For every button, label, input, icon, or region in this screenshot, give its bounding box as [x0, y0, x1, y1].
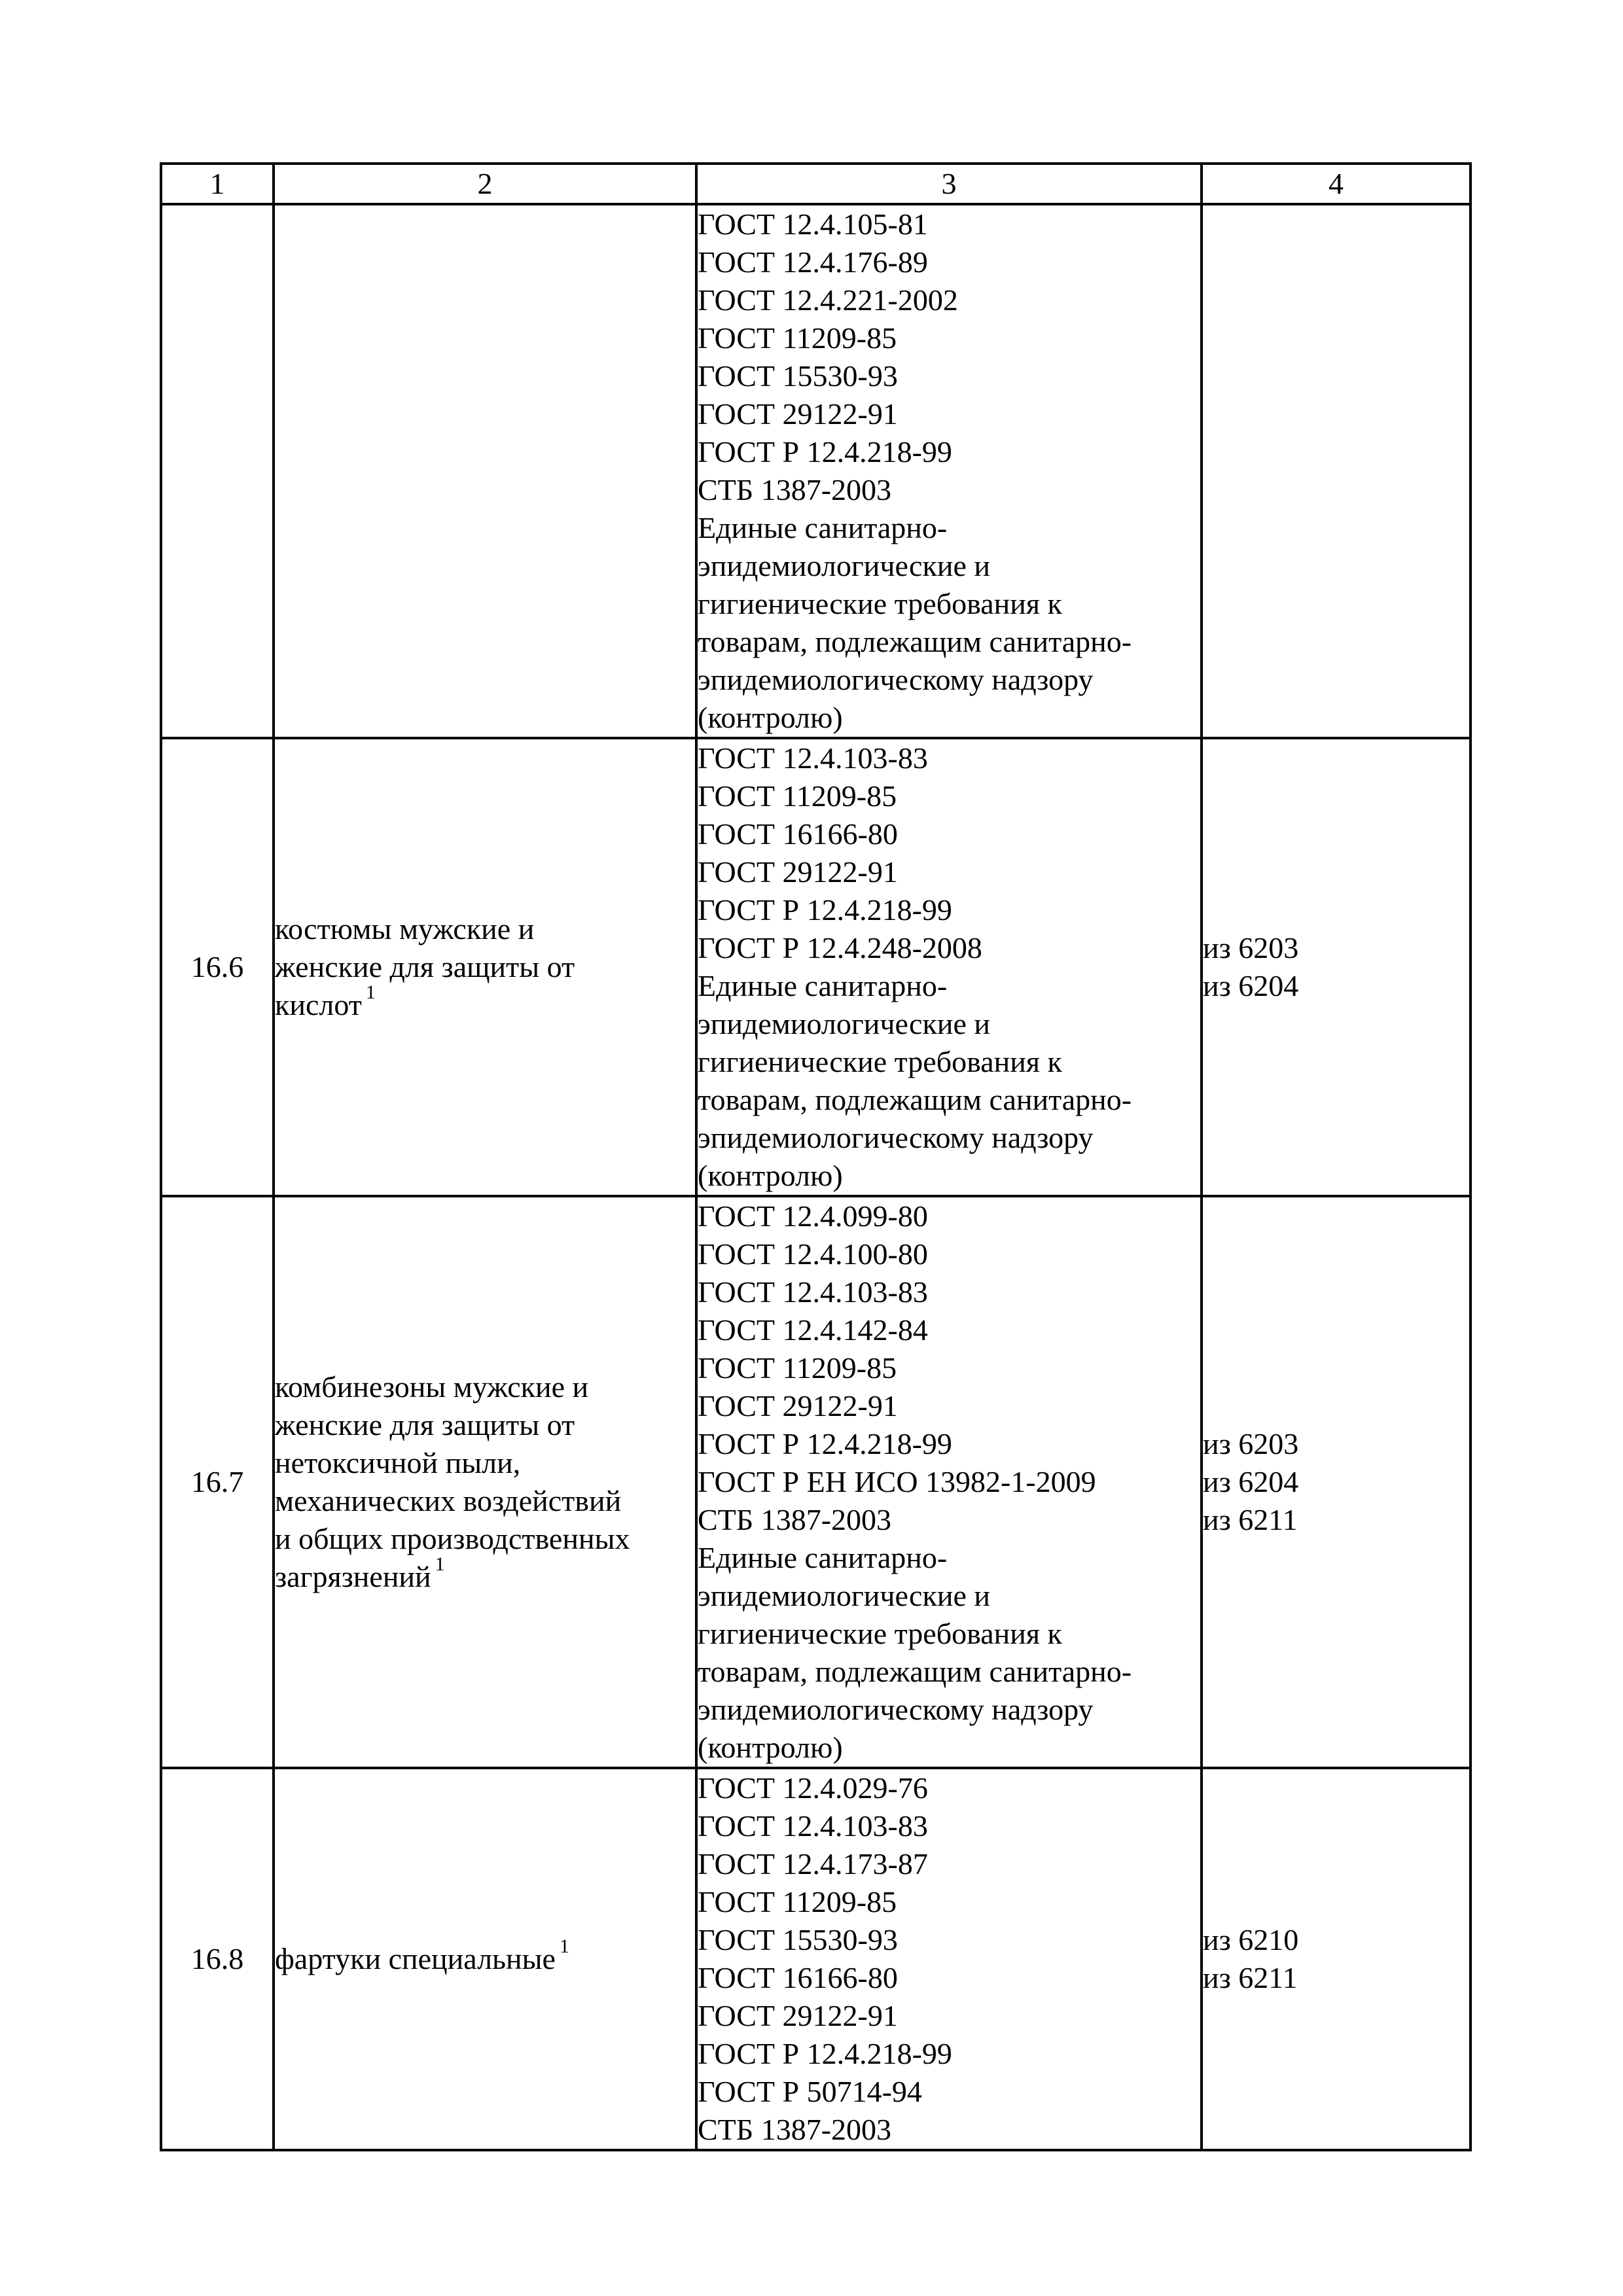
standards-cell [696, 1768, 1202, 2150]
standard-line: ГОСТ Р 12.4.218-99 [698, 2037, 952, 2070]
standards-table [160, 162, 1472, 2151]
header-row [161, 164, 1471, 204]
standard-line: ГОСТ Р 12.4.218-99 [698, 1427, 952, 1460]
standard-line: ГОСТ Р 12.4.248-2008 [698, 931, 982, 964]
standard-line: ГОСТ Р 12.4.218-99 [698, 893, 952, 927]
standard-line: эпидемиологические и [698, 1007, 990, 1040]
standard-line: ГОСТ 16166-80 [698, 1961, 898, 1994]
standard-line: эпидемиологические и [698, 1579, 990, 1612]
standards-cell [696, 204, 1202, 738]
product-name-cell [274, 1768, 696, 2150]
standard-line: эпидемиологическому надзору [698, 1693, 1094, 1726]
standard-line: ГОСТ 11209-85 [698, 1351, 897, 1385]
product-name-cell [274, 1196, 696, 1768]
standard-line: (контролю) [698, 701, 843, 734]
standard-line: ГОСТ 16166-80 [698, 817, 898, 851]
standard-line: ГОСТ 12.4.100-80 [698, 1237, 928, 1271]
standard-line: ГОСТ 15530-93 [698, 1923, 898, 1956]
table-row [161, 1196, 1471, 1768]
standard-line: ГОСТ Р 12.4.218-99 [698, 435, 952, 468]
standard-line: эпидемиологическому надзору [698, 663, 1094, 696]
product-name-cell [274, 204, 696, 738]
column-header-2: 2 [274, 164, 696, 204]
standard-line: ГОСТ Р 50714-94 [698, 2075, 922, 2108]
standard-line: Единые санитарно- [698, 511, 948, 544]
standard-line: ГОСТ 29122-91 [698, 855, 898, 889]
table-row [161, 1768, 1471, 2150]
standard-line: Единые санитарно- [698, 1541, 948, 1574]
row-number: 16.6 [161, 738, 274, 1196]
product-name [275, 910, 695, 1024]
standards-cell [696, 738, 1202, 1196]
product-name-text: костюмы мужские и женские для защиты от кислот [275, 912, 575, 1021]
code-line: из 6203 [1203, 1427, 1299, 1460]
row-number: 16.8 [161, 1768, 274, 2150]
row-number [161, 204, 274, 738]
standard-line: ГОСТ Р ЕН ИСО 13982-1-2009 [698, 1465, 1096, 1498]
standard-line: СТБ 1387-2003 [698, 2113, 892, 2146]
standard-line: ГОСТ 12.4.029-76 [698, 1771, 928, 1805]
standard-line: СТБ 1387-2003 [698, 1503, 892, 1536]
codes-cell [1202, 1196, 1471, 1768]
standard-line: ГОСТ 12.4.221-2002 [698, 283, 958, 317]
standard-line: ГОСТ 12.4.173-87 [698, 1847, 928, 1881]
table-row [161, 738, 1471, 1196]
standard-line: ГОСТ 12.4.105-81 [698, 207, 928, 241]
codes-cell [1202, 1768, 1471, 2150]
standard-line: ГОСТ 12.4.099-80 [698, 1199, 928, 1233]
code-line: из 6211 [1203, 1961, 1298, 1994]
code-line: из 6204 [1203, 1465, 1299, 1498]
product-name-text: комбинезоны мужские и женские для защиты от нетоксичной пыли, механических воздействий и общих производственных загрязнений [275, 1370, 630, 1593]
standard-line: эпидемиологическому надзору [698, 1121, 1094, 1154]
standard-line: Единые санитарно- [698, 969, 948, 1002]
footnote-marker: 1 [365, 981, 376, 1003]
codes-cell [1202, 738, 1471, 1196]
code-line: из 6203 [1203, 931, 1299, 964]
standard-line: ГОСТ 29122-91 [698, 1999, 898, 2032]
standard-line: ГОСТ 29122-91 [698, 1389, 898, 1422]
standard-line: гигиенические требования к [698, 1045, 1062, 1078]
standard-line: гигиенические требования к [698, 587, 1062, 620]
row-number: 16.7 [161, 1196, 274, 1768]
standard-line: ГОСТ 12.4.176-89 [698, 245, 928, 279]
code-line: из 6210 [1203, 1923, 1299, 1956]
standard-line: (контролю) [698, 1159, 843, 1192]
standard-line: ГОСТ 15530-93 [698, 359, 898, 393]
table-body [161, 204, 1471, 2150]
standard-line: ГОСТ 11209-85 [698, 321, 897, 355]
product-name [275, 1935, 695, 1978]
standard-line: гигиенические требования к [698, 1617, 1062, 1650]
standard-line: ГОСТ 11209-85 [698, 779, 897, 813]
codes-cell [1202, 204, 1471, 738]
standard-line: товарам, подлежащим санитарно- [698, 1655, 1132, 1688]
product-name-cell [274, 738, 696, 1196]
standard-line: (контролю) [698, 1731, 843, 1764]
code-line: из 6211 [1203, 1503, 1298, 1536]
code-line: из 6204 [1203, 969, 1299, 1002]
table-row [161, 204, 1471, 738]
footnote-marker: 1 [559, 1935, 569, 1957]
column-header-3: 3 [696, 164, 1202, 204]
standard-line: ГОСТ 12.4.103-83 [698, 1275, 928, 1309]
product-name-text: фартуки специальные [275, 1942, 556, 1975]
footnote-marker: 1 [435, 1553, 445, 1575]
product-name [275, 1368, 695, 1596]
standards-cell [696, 1196, 1202, 1768]
standard-line: ГОСТ 29122-91 [698, 397, 898, 431]
standard-line: товарам, подлежащим санитарно- [698, 1083, 1132, 1116]
column-header-1: 1 [161, 164, 274, 204]
standard-line: товарам, подлежащим санитарно- [698, 625, 1132, 658]
column-header-4: 4 [1202, 164, 1471, 204]
standard-line: ГОСТ 12.4.103-83 [698, 741, 928, 775]
standard-line: ГОСТ 12.4.142-84 [698, 1313, 928, 1347]
standard-line: ГОСТ 11209-85 [698, 1885, 897, 1918]
standard-line: СТБ 1387-2003 [698, 473, 892, 506]
standard-line: ГОСТ 12.4.103-83 [698, 1809, 928, 1843]
standard-line: эпидемиологические и [698, 549, 990, 582]
